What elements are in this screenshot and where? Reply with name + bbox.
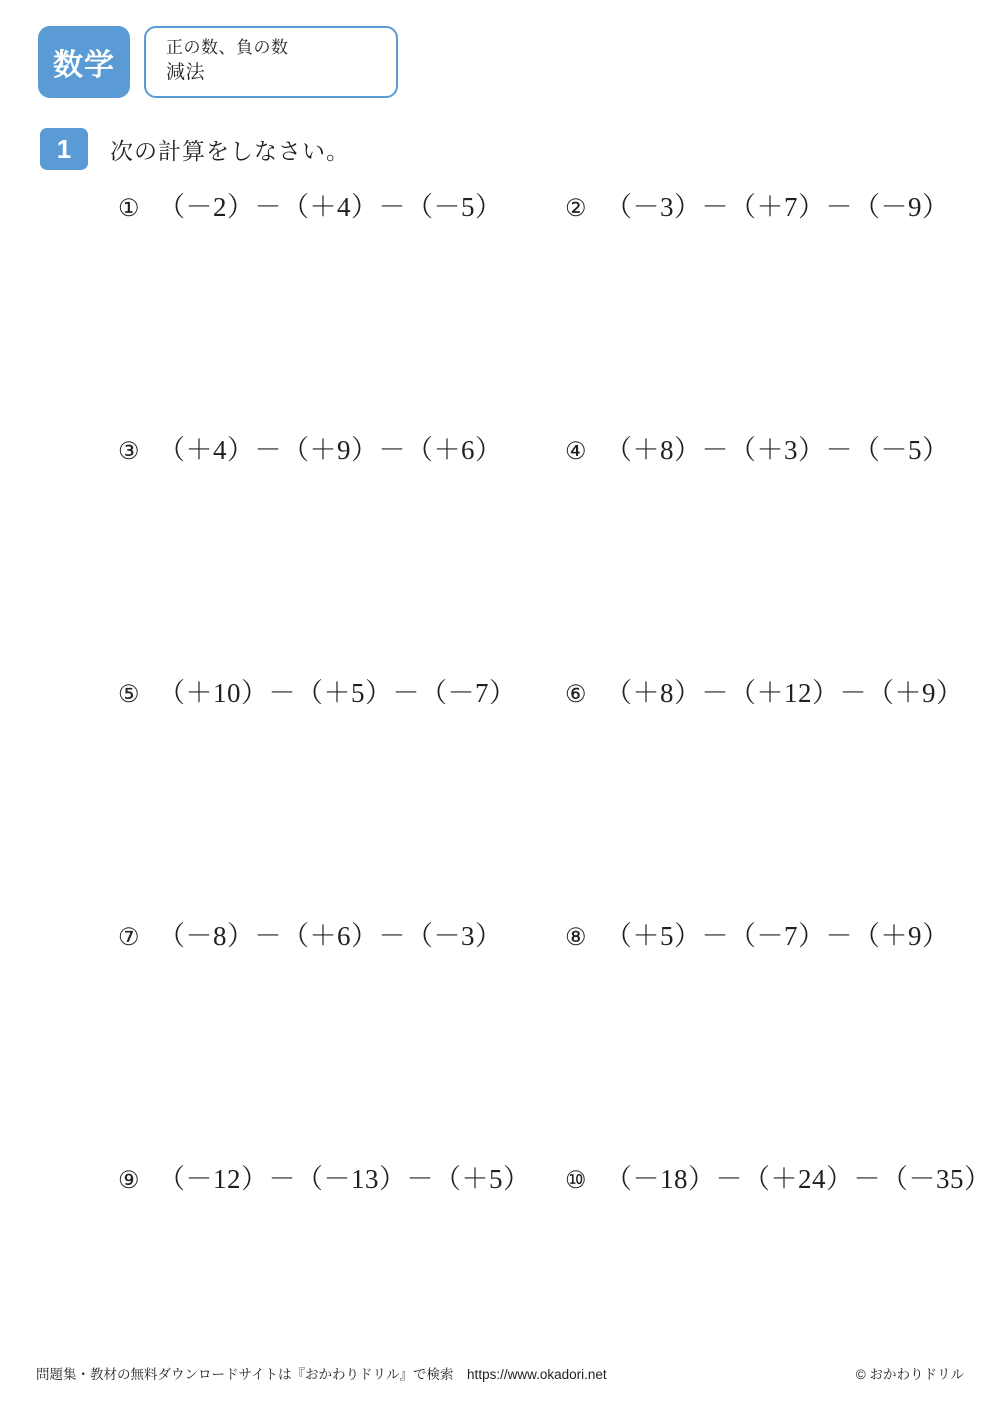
page-footer (0, 1363, 1000, 1383)
problem-item (565, 185, 950, 224)
problem-marker: ④ (565, 438, 588, 465)
problem-expression: （－8）－（＋6）－（－3） (158, 921, 503, 951)
question-instruction: 次の計算をしなさい。 (110, 137, 350, 164)
problem-item (565, 1157, 992, 1196)
problem-marker: ⑩ (565, 1167, 588, 1194)
problem-row (0, 914, 1000, 1157)
problem-expression: （－2）－（＋4）－（－5） (158, 192, 503, 222)
problem-expression: （－3）－（＋7）－（－9） (605, 192, 950, 222)
problem-row (0, 671, 1000, 914)
problem-item (118, 914, 503, 953)
footer-site-note: 問題集・教材の無料ダウンロードサイトは『おかわりドリル』で検索 https://www.okadori.net (36, 1367, 607, 1382)
problem-item (118, 671, 517, 710)
problem-item (565, 428, 950, 467)
problem-marker: ⑧ (565, 924, 588, 951)
problem-expression: （＋4）－（＋9）－（＋6） (158, 435, 503, 465)
problem-item (565, 914, 950, 953)
problem-expression: （＋5）－（－7）－（＋9） (605, 921, 950, 951)
problem-expression: （＋10）－（＋5）－（－7） (158, 678, 517, 708)
problem-row (0, 185, 1000, 428)
problem-item (118, 428, 503, 467)
problem-item (565, 671, 964, 710)
worksheet-header (38, 26, 398, 98)
problem-expression: （－12）－（－13）－（＋5） (158, 1164, 531, 1194)
problem-marker: ⑥ (565, 681, 588, 708)
problem-marker: ⑤ (118, 681, 141, 708)
subject-badge: 数学 (38, 26, 130, 98)
problem-expression: （＋8）－（＋3）－（－5） (605, 435, 950, 465)
problem-expression: （＋8）－（＋12）－（＋9） (605, 678, 964, 708)
footer-copyright: © おかわりドリル (855, 1367, 964, 1382)
problem-expression: （－18）－（＋24）－（－35） (605, 1164, 992, 1194)
problem-row (0, 428, 1000, 671)
problem-marker: ② (565, 195, 588, 222)
problem-marker: ⑦ (118, 924, 141, 951)
problem-marker: ① (118, 195, 141, 222)
problem-item (118, 1157, 531, 1196)
question-heading (40, 128, 350, 170)
question-number-badge: 1 (40, 128, 88, 170)
problem-item (118, 185, 503, 224)
unit-label: 正の数、負の数 (166, 38, 289, 57)
problem-marker: ⑨ (118, 1167, 141, 1194)
problem-marker: ③ (118, 438, 141, 465)
topic-label: 減法 (166, 62, 206, 83)
problem-list (0, 185, 1000, 1400)
title-box (144, 26, 398, 98)
